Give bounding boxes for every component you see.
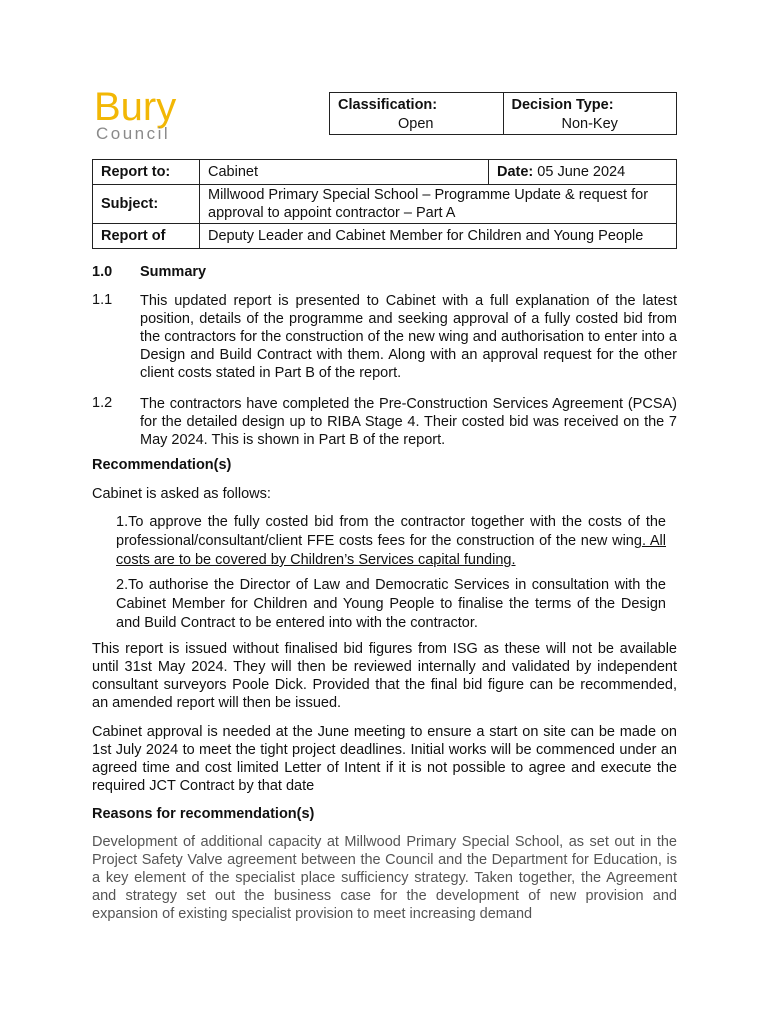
recommendations-paragraph-2: Cabinet approval is needed at the June meeting to ensure a start on site can be made on 1st July 2024 to meet the tight project deadlines. Initial works will be commenced under an agreed time and cost limited Letter of Intent if it is not possible to agree and execute the required JCT Contract by that date xyxy=(92,724,677,794)
bury-council-logo xyxy=(92,84,216,144)
logo-graphic xyxy=(92,84,216,144)
report-of-label: Report of xyxy=(93,224,200,249)
report-of-value: Deputy Leader and Cabinet Member for Children and Young People xyxy=(200,224,677,249)
decision-type-value: Non-Key xyxy=(561,116,618,132)
classification-value: Open xyxy=(398,116,434,132)
decision-type-cell xyxy=(503,93,677,134)
date-value: 05 June 2024 xyxy=(537,164,626,180)
subject-label: Subject: xyxy=(93,185,200,224)
recommendations-paragraph-1: This report is issued without finalised bid figures from ISG as these will not be available until 31st May 2024. They will then be reviewed internally and validated by independent consultant surveyors Poole Dick. Provided that the final bid figure can be recommended, an amended report will then be issued. xyxy=(92,641,677,711)
recommendation-1-underlined-stop: . All costs are to be covered by Children’s Services capital funding. xyxy=(116,533,666,568)
summary-heading: Summary xyxy=(140,264,207,280)
report-to-label: Report to: xyxy=(93,160,200,185)
subject-row xyxy=(93,185,677,224)
item-1-2-number: 1.2 xyxy=(92,395,113,411)
report-to-value: Cabinet xyxy=(200,160,489,185)
logo-word-bury: Bury xyxy=(94,85,177,129)
reasons-text: Development of additional capacity at Millwood Primary Special School, as set out in the Project Safety Valve agreement between the Council and the Department for Education, is a key element of the specialist place sufficiency strategy. Taken together, the Agreement and strategy set out the business case for the development of new provision and expansion of existing specialist provision to meet increasing demand xyxy=(92,834,677,922)
decision-type-label: Decision Type: xyxy=(511,97,614,113)
date-label: Date: xyxy=(497,164,534,180)
classification-label: Classification: xyxy=(338,97,438,113)
subject-value: Millwood Primary Special School – Programme Update & request for approval to appoint contractor – Part A xyxy=(200,185,677,224)
recommendations-heading: Recommendation(s) xyxy=(92,457,232,473)
classification-cell xyxy=(330,93,503,134)
item-1-2-text: The contractors have completed the Pre-Construction Services Agreement (PCSA) for the detailed design up to RIBA Stage 4. Their costed bid was received on the 7 May 2024. This is shown in Part B of the report. xyxy=(140,396,677,448)
logo-word-council: Council xyxy=(96,124,171,143)
item-1-1-number: 1.1 xyxy=(92,292,113,308)
report-details-table xyxy=(92,159,677,249)
report-to-row xyxy=(93,160,677,185)
item-1-1-text: This updated report is presented to Cabinet with a full explanation of the latest position, details of the programme and seeking approval of a fully costed bid from the contractors for the construction of the new wing and authorisation to enter into a Design and Build Contract with them. Along with an approval request for the other client costs stated in Part B of the report. xyxy=(140,293,677,381)
summary-number: 1.0 xyxy=(92,264,113,280)
recommendation-1-main: 1.To approve the fully costed bid from the contractor together with the costs of the professional/consultant/client FFE costs fees for the construction of the new wing xyxy=(116,514,666,549)
classification-box xyxy=(329,92,677,135)
recommendation-2: 2.To authorise the Director of Law and Democratic Services in consultation with the Cabinet Member for Children and Young People to finalise the terms of the Design and Build Contract to be entered into with the contractor. xyxy=(116,577,666,631)
reasons-heading: Reasons for recommendation(s) xyxy=(92,806,315,822)
recommendations-intro: Cabinet is asked as follows: xyxy=(92,486,271,502)
date-cell xyxy=(489,160,677,185)
recommendation-1 xyxy=(116,513,666,570)
report-of-row xyxy=(93,224,677,249)
